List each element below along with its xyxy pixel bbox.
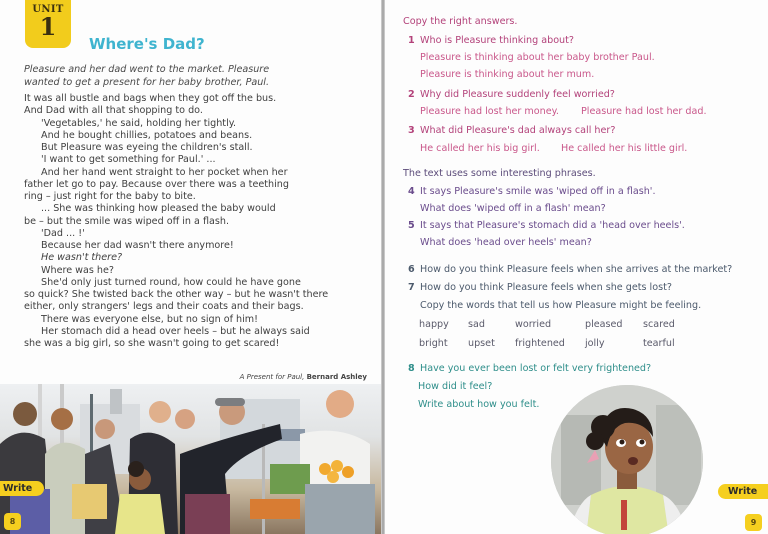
feeling-word[interactable]: happy: [419, 319, 449, 330]
feeling-word[interactable]: scared: [643, 319, 675, 330]
unit-badge: [25, 0, 71, 48]
story-line: either, only strangers' legs and their coats and their bags.: [24, 301, 304, 313]
story-line: father let go to pay. Because over there was a teething: [24, 178, 289, 190]
story-line: But Pleasure was eyeing the children's stall.: [41, 142, 253, 153]
story-line: And Dad with all that shopping to do.: [24, 105, 203, 117]
question-text: Have you ever been lost or felt very frightened?: [420, 363, 652, 374]
question-statement: It says that Pleasure's stomach did a 'head over heels'.: [420, 220, 685, 231]
story-line: He wasn't there?: [41, 252, 123, 264]
question-4: [408, 186, 656, 197]
question-text: How do you think Pleasure feels when she arrives at the market?: [420, 264, 733, 275]
feeling-word[interactable]: sad: [468, 319, 485, 330]
answer-option[interactable]: Pleasure is thinking about her mum.: [420, 69, 595, 80]
worried-girl-illustration: [551, 385, 703, 534]
story-line: 'Vegetables,' he said, holding her tightly.: [41, 117, 237, 129]
answer-option[interactable]: Pleasure is thinking about her baby brother Paul.: [420, 52, 655, 63]
question-number: 1: [408, 35, 415, 46]
answer-option[interactable]: He called her his little girl.: [561, 143, 688, 154]
question-line: Write about how you felt.: [418, 399, 540, 410]
question-number: 8: [408, 363, 415, 374]
question-5: [408, 220, 685, 231]
question-7: [408, 282, 672, 293]
question-statement: It says Pleasure's smile was 'wiped off in a flash'.: [420, 186, 656, 197]
story-line: It was all bustle and bags when they got off the bus.: [24, 93, 277, 104]
credit-title: A Present for Paul,: [239, 373, 305, 381]
intro-line: Pleasure and her dad went to the market. Pleasure: [24, 64, 270, 75]
story-line: she was a big girl, so she wasn't going to get scared!: [24, 338, 280, 349]
question-number: 6: [408, 264, 415, 275]
story-line: And her hand went straight to her pocket when her: [41, 166, 288, 178]
question-instruction: Copy the words that tell us how Pleasure might be feeling.: [420, 300, 702, 311]
write-tab: Write: [0, 481, 44, 496]
unit-label: UNIT: [32, 4, 64, 15]
feeling-word[interactable]: worried: [515, 319, 552, 330]
left-page: [0, 0, 383, 534]
story-line: so quick? She twisted back the other way – but he wasn't there: [24, 289, 329, 300]
question-8: [408, 363, 651, 374]
question-number: 7: [408, 282, 415, 293]
story-line: Because her dad wasn't there anymore!: [41, 240, 234, 251]
question-number: 4: [408, 186, 415, 197]
question-text: What does 'head over heels' mean?: [420, 237, 592, 248]
question-text: What does 'wiped off in a flash' mean?: [420, 203, 606, 214]
story-line: ring – just right for the baby to bite.: [24, 191, 196, 202]
story-title: Where's Dad?: [89, 35, 205, 53]
story-line: ... She was thinking how pleased the baby would: [41, 203, 276, 215]
story-line: 'Dad ... !': [41, 227, 85, 239]
story-line: She'd only just turned round, how could he have gone: [41, 276, 301, 288]
story-line: Her stomach did a head over heels – but he always said: [41, 325, 310, 337]
page-number: 8: [4, 513, 21, 530]
question-text: How do you think Pleasure feels when she gets lost?: [420, 282, 672, 293]
story-text: [24, 93, 369, 350]
story-credit: [240, 373, 367, 381]
question-text: Why did Pleasure suddenly feel worried?: [420, 89, 615, 100]
question-2: [408, 89, 615, 100]
section-instruction: Copy the right answers.: [403, 16, 518, 27]
question-number: 5: [408, 220, 415, 231]
answer-option[interactable]: Pleasure had lost her money.: [420, 106, 559, 117]
story-line: 'I want to get something for Paul.' ...: [41, 154, 216, 166]
story-line: be – but the smile was wiped off in a flash.: [24, 215, 230, 227]
question-6: [408, 264, 732, 275]
feeling-word[interactable]: pleased: [585, 319, 623, 330]
feeling-word[interactable]: tearful: [643, 338, 675, 349]
page-number: 9: [745, 514, 762, 531]
question-3: [408, 125, 615, 136]
market-scene-illustration: [0, 384, 383, 534]
answer-option[interactable]: Pleasure had lost her dad.: [581, 106, 707, 117]
feeling-word[interactable]: frightened: [515, 338, 565, 349]
question-text: Who is Pleasure thinking about?: [420, 35, 574, 46]
story-line: Where was he?: [41, 264, 115, 276]
feeling-word[interactable]: upset: [468, 338, 495, 349]
question-1: [408, 35, 574, 46]
feeling-word[interactable]: bright: [419, 338, 448, 349]
feeling-word[interactable]: jolly: [585, 338, 605, 349]
question-text: What did Pleasure's dad always call her?: [420, 125, 616, 136]
question-number: 3: [408, 125, 415, 136]
question-line: How did it feel?: [418, 381, 493, 392]
story-line: There was everyone else, but no sign of him!: [41, 313, 258, 325]
unit-number: 1: [39, 12, 57, 41]
write-tab: Write: [718, 484, 768, 499]
story-intro: [24, 64, 324, 89]
story-line: And he bought chillies, potatoes and beans.: [41, 129, 253, 141]
intro-line: wanted to get a present for her baby brother, Paul.: [24, 76, 270, 88]
credit-author: Bernard Ashley: [306, 373, 367, 381]
answer-option[interactable]: He called her his big girl.: [420, 143, 540, 154]
section-instruction: The text uses some interesting phrases.: [403, 168, 596, 179]
question-number: 2: [408, 89, 415, 100]
